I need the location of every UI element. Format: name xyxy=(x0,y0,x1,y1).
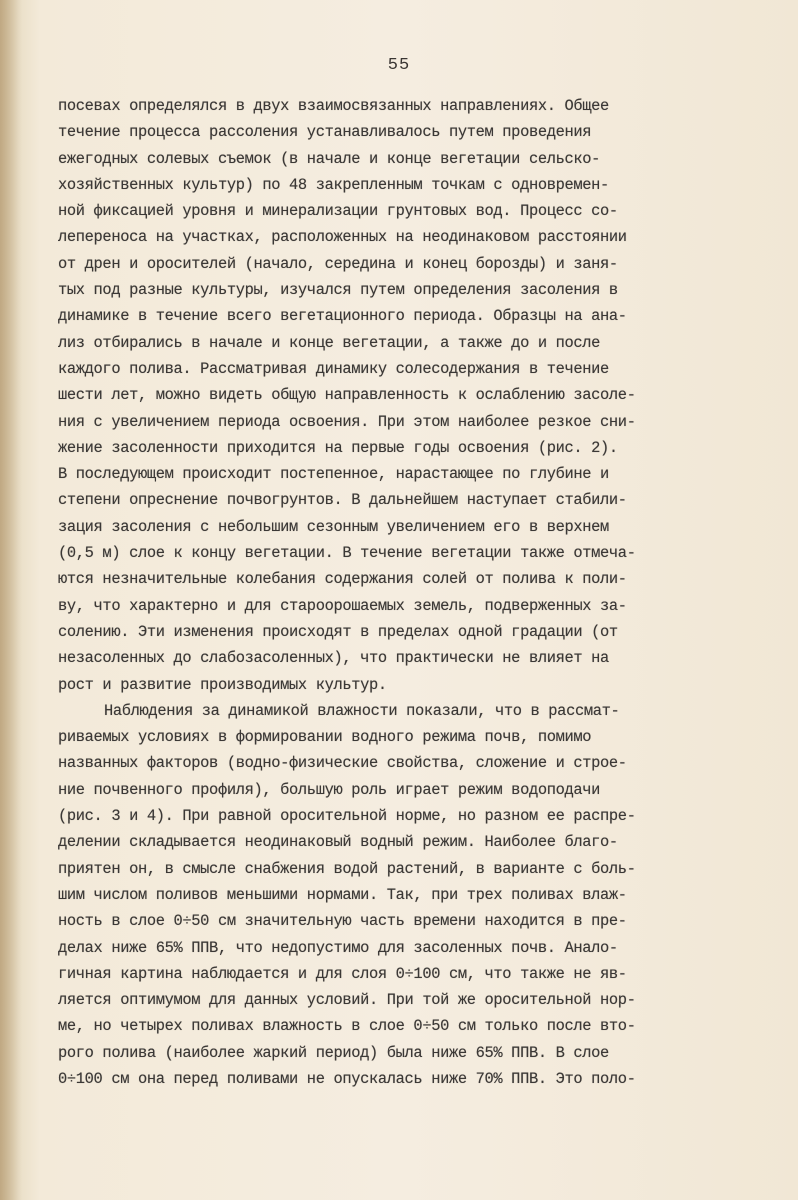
text-line: от дрен и оросителей (начало, середина и конец борозды) и заня- xyxy=(58,254,618,273)
text-line: шим числом поливов меньшими нормами. Так, при трех поливах влаж- xyxy=(58,885,627,904)
text-line: солению. Эти изменения происходят в пределах одной градации (от xyxy=(58,622,618,641)
text-line: лиз отбирались в начале и конце вегетации, а также до и после xyxy=(58,333,601,352)
text-line: ной фиксацией уровня и минерализации грунтовых вод. Процесс со- xyxy=(58,202,618,221)
text-line: делах ниже 65% ППВ, что недопустимо для засоленных почв. Анало- xyxy=(58,938,618,957)
text-line: незасоленных до слабозасоленных), что практически не влияет на xyxy=(58,649,609,668)
text-line: рост и развитие производимых культур. xyxy=(58,675,387,694)
body-text xyxy=(58,93,774,1092)
text-line: ме, но четырех поливах влажность в слое 0÷50 см только после вто- xyxy=(58,1017,636,1036)
text-line: ву, что характерно и для староорошаемых земель, подверженных за- xyxy=(58,596,627,615)
text-line: хозяйственных культур) по 48 закрепленным точкам с одновремен- xyxy=(58,175,609,194)
text-line: рого полива (наиболее жаркий период) была ниже 65% ППВ. В слое xyxy=(58,1043,609,1062)
text-line: (рис. 3 и 4). При равной оросительной норме, но разном ее распре- xyxy=(58,807,636,826)
text-line: 0÷100 см она перед поливами не опускалась ниже 70% ППВ. Это поло- xyxy=(58,1069,636,1088)
text-line: течение процесса рассоления устанавливалось путем проведения xyxy=(58,123,592,142)
text-line: В последующем происходит постепенное, нарастающее по глубине и xyxy=(58,465,609,484)
text-line: ежегодных солевых съемок (в начале и конце вегетации сельско- xyxy=(58,149,601,168)
text-line: риваемых условиях в формировании водного режима почв, помимо xyxy=(58,728,592,747)
text-line: ния с увеличением периода освоения. При этом наиболее резкое сни- xyxy=(58,412,636,431)
text-line: посевах определялся в двух взаимосвязанных направлениях. Общее xyxy=(58,97,609,115)
text-line: приятен он, в смысле снабжения водой растений, в варианте с боль- xyxy=(58,859,636,878)
paragraph-start-line: Наблюдения за динамикой влажности показали, что в рассмат- xyxy=(104,701,620,720)
text-line: ются незначительные колебания содержания солей от полива к поли- xyxy=(58,570,627,589)
text-line: делении складывается неодинаковый водный режим. Наиболее благо- xyxy=(58,833,618,852)
text-line: степени опреснение почвогрунтов. В дальнейшем наступает стабили- xyxy=(58,491,627,510)
text-line: названных факторов (водно-физические свойства, сложение и строе- xyxy=(58,754,627,773)
text-line: ние почвенного профиля), большую роль играет режим водоподачи xyxy=(58,780,601,799)
text-line: лепереноса на участках, расположенных на неодинаковом расстоянии xyxy=(58,228,627,247)
text-line: тых под разные культуры, изучался путем определения засоления в xyxy=(58,281,618,300)
text-line: шести лет, можно видеть общую направленность к ослаблению засоле- xyxy=(58,386,636,405)
text-line: гичная картина наблюдается и для слоя 0÷100 см, что также не яв- xyxy=(58,964,627,983)
text-line: (0,5 м) слое к концу вегетации. В течение вегетации также отмеча- xyxy=(58,544,636,563)
text-line: ность в слое 0÷50 см значительную часть времени находится в пре- xyxy=(58,912,627,931)
page-edge-shadow xyxy=(0,0,22,1200)
text-line: жение засоленности приходится на первые годы освоения (рис. 2). xyxy=(58,438,618,457)
text-line: каждого полива. Рассматривая динамику солесодержания в течение xyxy=(58,359,609,378)
page-number: 55 xyxy=(387,56,411,75)
text-line: зация засоления с небольшим сезонным увеличением его в верхнем xyxy=(58,517,609,536)
text-line: динамике в течение всего вегетационного периода. Образцы на ана- xyxy=(58,307,627,326)
text-line: ляется оптимумом для данных условий. При той же оросительной нор- xyxy=(58,991,636,1010)
